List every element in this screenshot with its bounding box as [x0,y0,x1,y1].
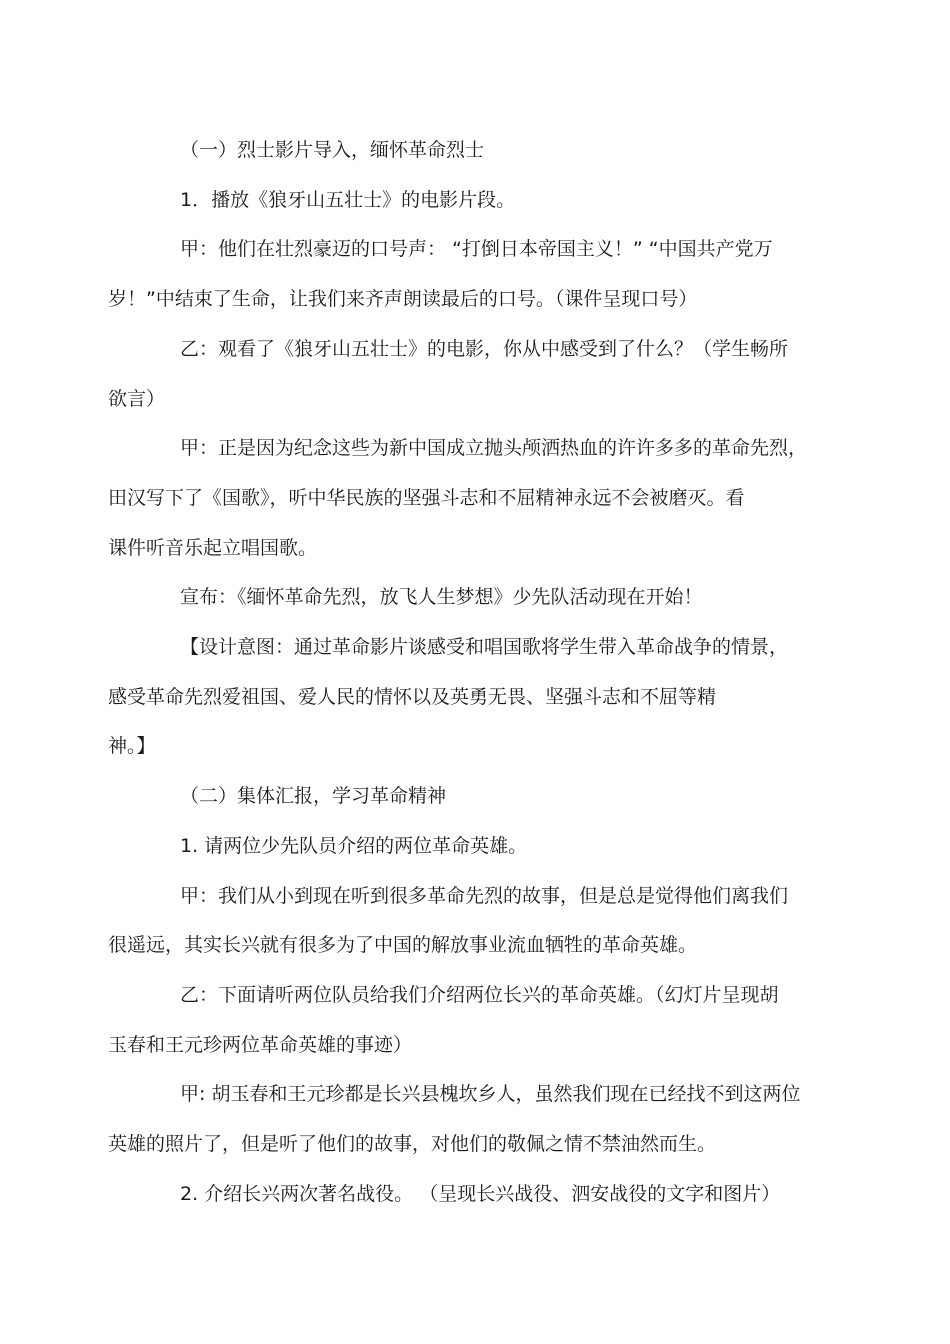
text-line: 欲言） [108,387,166,410]
dialogue-paragraph [108,325,808,424]
text-line: 【设计意图：通过革命影片谈感受和唱国歌将学生带入革命战争的情景， [180,636,789,659]
item-2-battles [144,1170,808,1220]
text-line: 岁！”中结束了生命，让我们来齐声朗读最后的口号。（课件呈现口号） [108,288,698,311]
section-heading-1 [144,126,808,176]
text-line: 甲：我们从小到现在听到很多革命先烈的故事，但是总是觉得他们离我们 [180,884,789,907]
text-line: （二）集体汇报，学习革命精神 [180,785,447,808]
text-line: 神。】 [108,735,156,758]
text-line: 2. 介绍长兴两次著名战役。 （呈现长兴战役、泗安战役的文字和图片） [180,1182,781,1205]
item-1-introduce-heroes [144,822,808,872]
text-line: 感受革命先烈爱祖国、爱人民的情怀以及英勇无畏、坚强斗志和不屈等精 [108,685,717,708]
text-line: 乙：下面请听两位队员给我们介绍两位长兴的革命英雄。（幻灯片呈现胡 [180,983,779,1006]
text-line: 1. 请两位少先队员介绍的两位革命英雄。 [180,834,528,857]
text-line: （一）烈士影片导入，缅怀革命烈士 [180,139,485,161]
section-heading-2 [144,772,808,822]
text-line: 玉春和王元珍两位革命英雄的事迹） [108,1033,413,1056]
text-line: 甲：他们在壮烈豪迈的口号声： “打倒日本帝国主义！” “中国共产党万 [180,238,773,261]
text-line: 宣布：《缅怀革命先烈，放飞人生梦想》少先队活动现在开始！ [180,586,703,609]
document-body [108,126,808,1219]
text-line: 1．播放《狼牙山五壮士》的电影片段。 [180,188,516,211]
text-line: 课件听音乐起立唱国歌。 [108,536,318,559]
dialogue-paragraph [108,424,808,573]
text-line: 乙：观看了《狼牙山五壮士》的电影，你从中感受到了什么？（学生畅所 [180,337,789,360]
dialogue-paragraph [108,1070,808,1169]
text-line: 英雄的照片了，但是听了他们的故事，对他们的敬佩之情不禁油然而生。 [108,1133,717,1156]
dialogue-paragraph [108,971,808,1070]
announcement-paragraph [144,573,808,623]
text-line: 甲：正是因为纪念这些为新中国成立抛头颅洒热血的许许多多的革命先烈， [180,437,808,460]
item-1-play-film [144,176,808,226]
design-intent-paragraph [108,623,808,772]
dialogue-paragraph [108,872,808,971]
text-line: 甲: 胡玉春和王元珍都是长兴县槐坎乡人，虽然我们现在已经找不到这两位 [180,1083,801,1106]
text-line: 田汉写下了《国歌》，听中华民族的坚强斗志和不屈精神永远不会被磨灭。看 [108,486,745,509]
dialogue-paragraph [108,225,808,324]
text-line: 很遥远，其实长兴就有很多为了中国的解放事业流血牺牲的革命英雄。 [108,934,698,957]
